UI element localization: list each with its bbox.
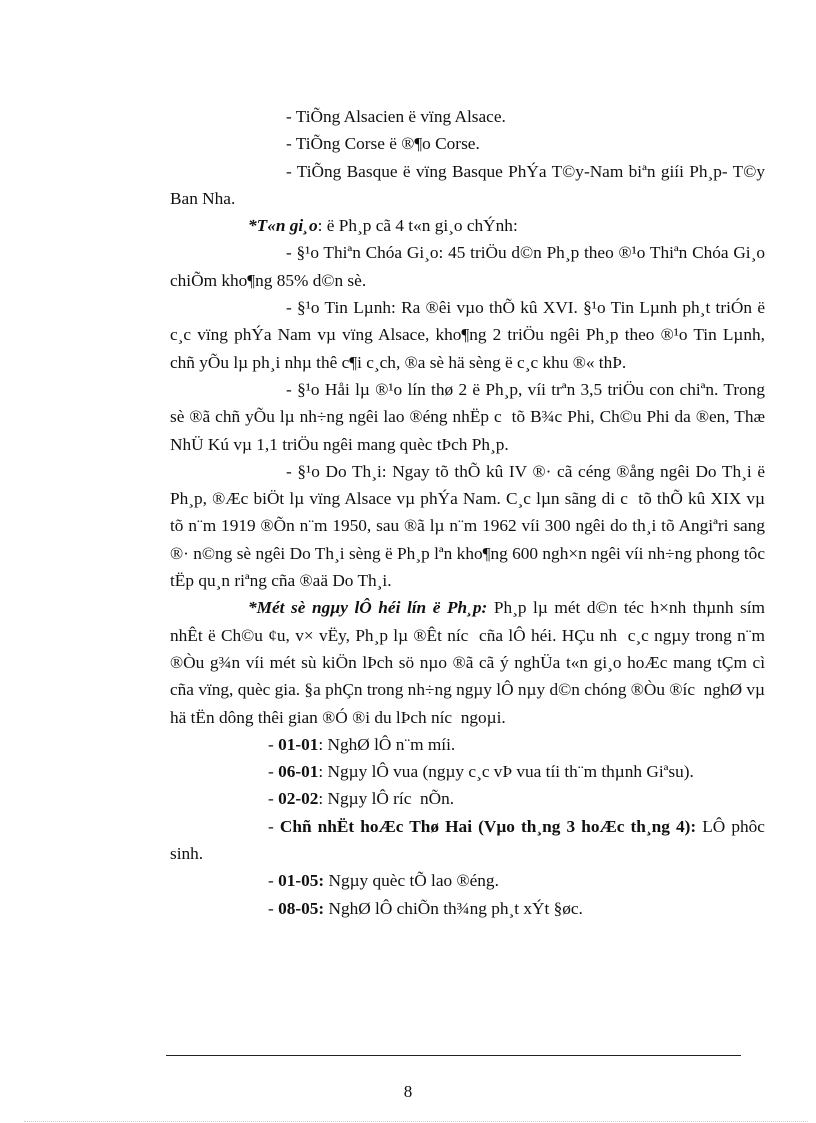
list-dash: -	[268, 762, 279, 782]
paragraph-text: - TiÕng Corse ë ®¶o Corse.	[286, 134, 480, 154]
holiday-description: NghØ lÔ chiÕn th¾ng ph¸t xÝt §øc.	[324, 898, 583, 918]
holiday-date: 01-01	[278, 734, 319, 754]
list-item-corse	[170, 130, 765, 157]
page-body	[170, 103, 765, 922]
list-item-basque	[170, 158, 765, 213]
holiday-date: 02-02	[278, 789, 319, 809]
section-heading: *T«n gi¸o	[248, 216, 318, 236]
paragraph-text: - TiÕng Alsacien ë vïng Alsace.	[286, 107, 506, 126]
paragraph-text: : ë Ph¸p cã 4 t«n gi¸o chÝnh:	[317, 216, 518, 236]
holiday-description: : Ngµy lÔ ríc nÕn.	[318, 789, 455, 809]
paragraph-text: - TiÕng Basque ë vïng Basque PhÝa T©y-Nam biªn giíi Ph¸p- T©y Ban Nha.	[170, 161, 765, 208]
section-heading: *Mét sè ngµy lÔ héi lín ë Ph¸p:	[248, 598, 488, 618]
holiday-date: 06-01	[278, 762, 319, 782]
paragraph-text: Ph¸p lµ mét d©n téc h×nh thµnh sím nhÊt ë Ch©u ¢u, v× vËy, Ph¸p lµ ®Êt níc cña lÔ héi. HÇu nh c¸c ngµy trong n¨m ®Òu g¾n víi mét sù kiÖn lÞch sö nµo ®ã cã ý nghÜa t«n gi¸o hoÆc mang tÇm cì cña vïng, quèc gia. §a phÇn trong nh÷ng ngµy lÔ nµy d©n chóng ®Òu ®íc nghØ vµ hä tËn dông thêi gian ®Ó ®i du lÞch níc ngoµi.	[170, 598, 765, 727]
page-edge-divider	[24, 1121, 808, 1122]
footer-divider	[166, 1055, 741, 1056]
holiday-item-new-year	[170, 731, 765, 758]
list-item-islam	[170, 376, 765, 458]
holiday-description: Ngµy quèc tÕ lao ®éng.	[324, 871, 499, 891]
list-item-judaism	[170, 458, 765, 594]
holiday-item-candlemas	[170, 785, 765, 812]
list-dash: -	[268, 789, 279, 809]
holiday-item-epiphany	[170, 758, 765, 785]
holiday-description: LÔ phôc sinh.	[170, 816, 765, 864]
section-religion	[170, 212, 765, 239]
list-item-catholic	[170, 239, 765, 294]
list-dash: -	[268, 898, 279, 918]
holiday-item-victory-day	[170, 895, 765, 922]
paragraph-text: - §¹o Håi lµ ®¹o lín thø 2 ë Ph¸p, víi trªn 3,5 triÖu con chiªn. Trong sè ®ã chñ yÕu lµ nh÷ng ngêi lao ®éng nhËp c tõ B¾c Phi, Ch©u Phi da ®en, Thæ NhÜ Kú vµ 1,1 triÖu ngêi mang quèc tÞch Ph¸p.	[170, 379, 765, 454]
list-dash: -	[268, 734, 279, 754]
holiday-date: Chñ nhËt hoÆc Thø Hai (Vµo th¸ng 3 hoÆc th¸ng 4):	[279, 816, 697, 836]
page-number: 8	[403, 1082, 413, 1101]
list-dash: -	[268, 871, 279, 891]
holiday-description: : Ngµy lÔ vua (ngµy c¸c vÞ vua tíi th¨m thµnh Giªsu).	[318, 762, 694, 782]
section-holidays	[170, 594, 765, 730]
holiday-date: 08-05:	[278, 898, 325, 918]
list-item-alsacien	[170, 103, 765, 130]
list-dash: -	[268, 816, 280, 836]
paragraph-text: - §¹o Tin Lµnh: Ra ®êi vµo thÕ kû XVI. §¹o Tin Lµnh ph¸t triÓn ë c¸c vïng phÝa Nam vµ vïng Alsace, kho¶ng 2 triÖu ngêi Ph¸p theo ®¹o Tin Lµnh, chñ yÕu lµ ph¸i nhµ thê c¶i c¸ch, ®a sè hä sèng ë c¸c khu ®« thÞ.	[170, 298, 765, 372]
holiday-item-labour-day	[170, 867, 765, 894]
paragraph-text: - §¹o Do Th¸i: Ngay tõ thÕ kû IV ®· cã céng ®ång ngêi Do Th¸i ë Ph¸p, ®Æc biÖt lµ vïng Alsace vµ phÝa Nam. C¸c lµn sãng di c tõ thÕ kû XIX vµ tõ n¨m 1919 ®Õn n¨m 1950, sau ®ã lµ n¨m 1962 víi 300 ngêi do th¸i tõ Angiªri sang ®· n©ng sè ngêi Do Th¸i sèng ë Ph¸p lªn kho¶ng 600 ngh×n ngêi víi nh÷ng phong tôc tËp qu¸n riªng cña ®aä Do Th¸i.	[170, 461, 765, 591]
holiday-date: 01-05:	[278, 871, 325, 891]
list-item-protestant	[170, 294, 765, 376]
holiday-description: : NghØ lÔ n¨m míi.	[318, 734, 456, 754]
paragraph-text: - §¹o Thiªn Chóa Gi¸o: 45 triÖu d©n Ph¸p theo ®¹o Thiªn Chóa Gi¸o chiÕm kho¶ng 85% d©n sè.	[170, 243, 765, 290]
holiday-item-easter	[170, 813, 765, 868]
